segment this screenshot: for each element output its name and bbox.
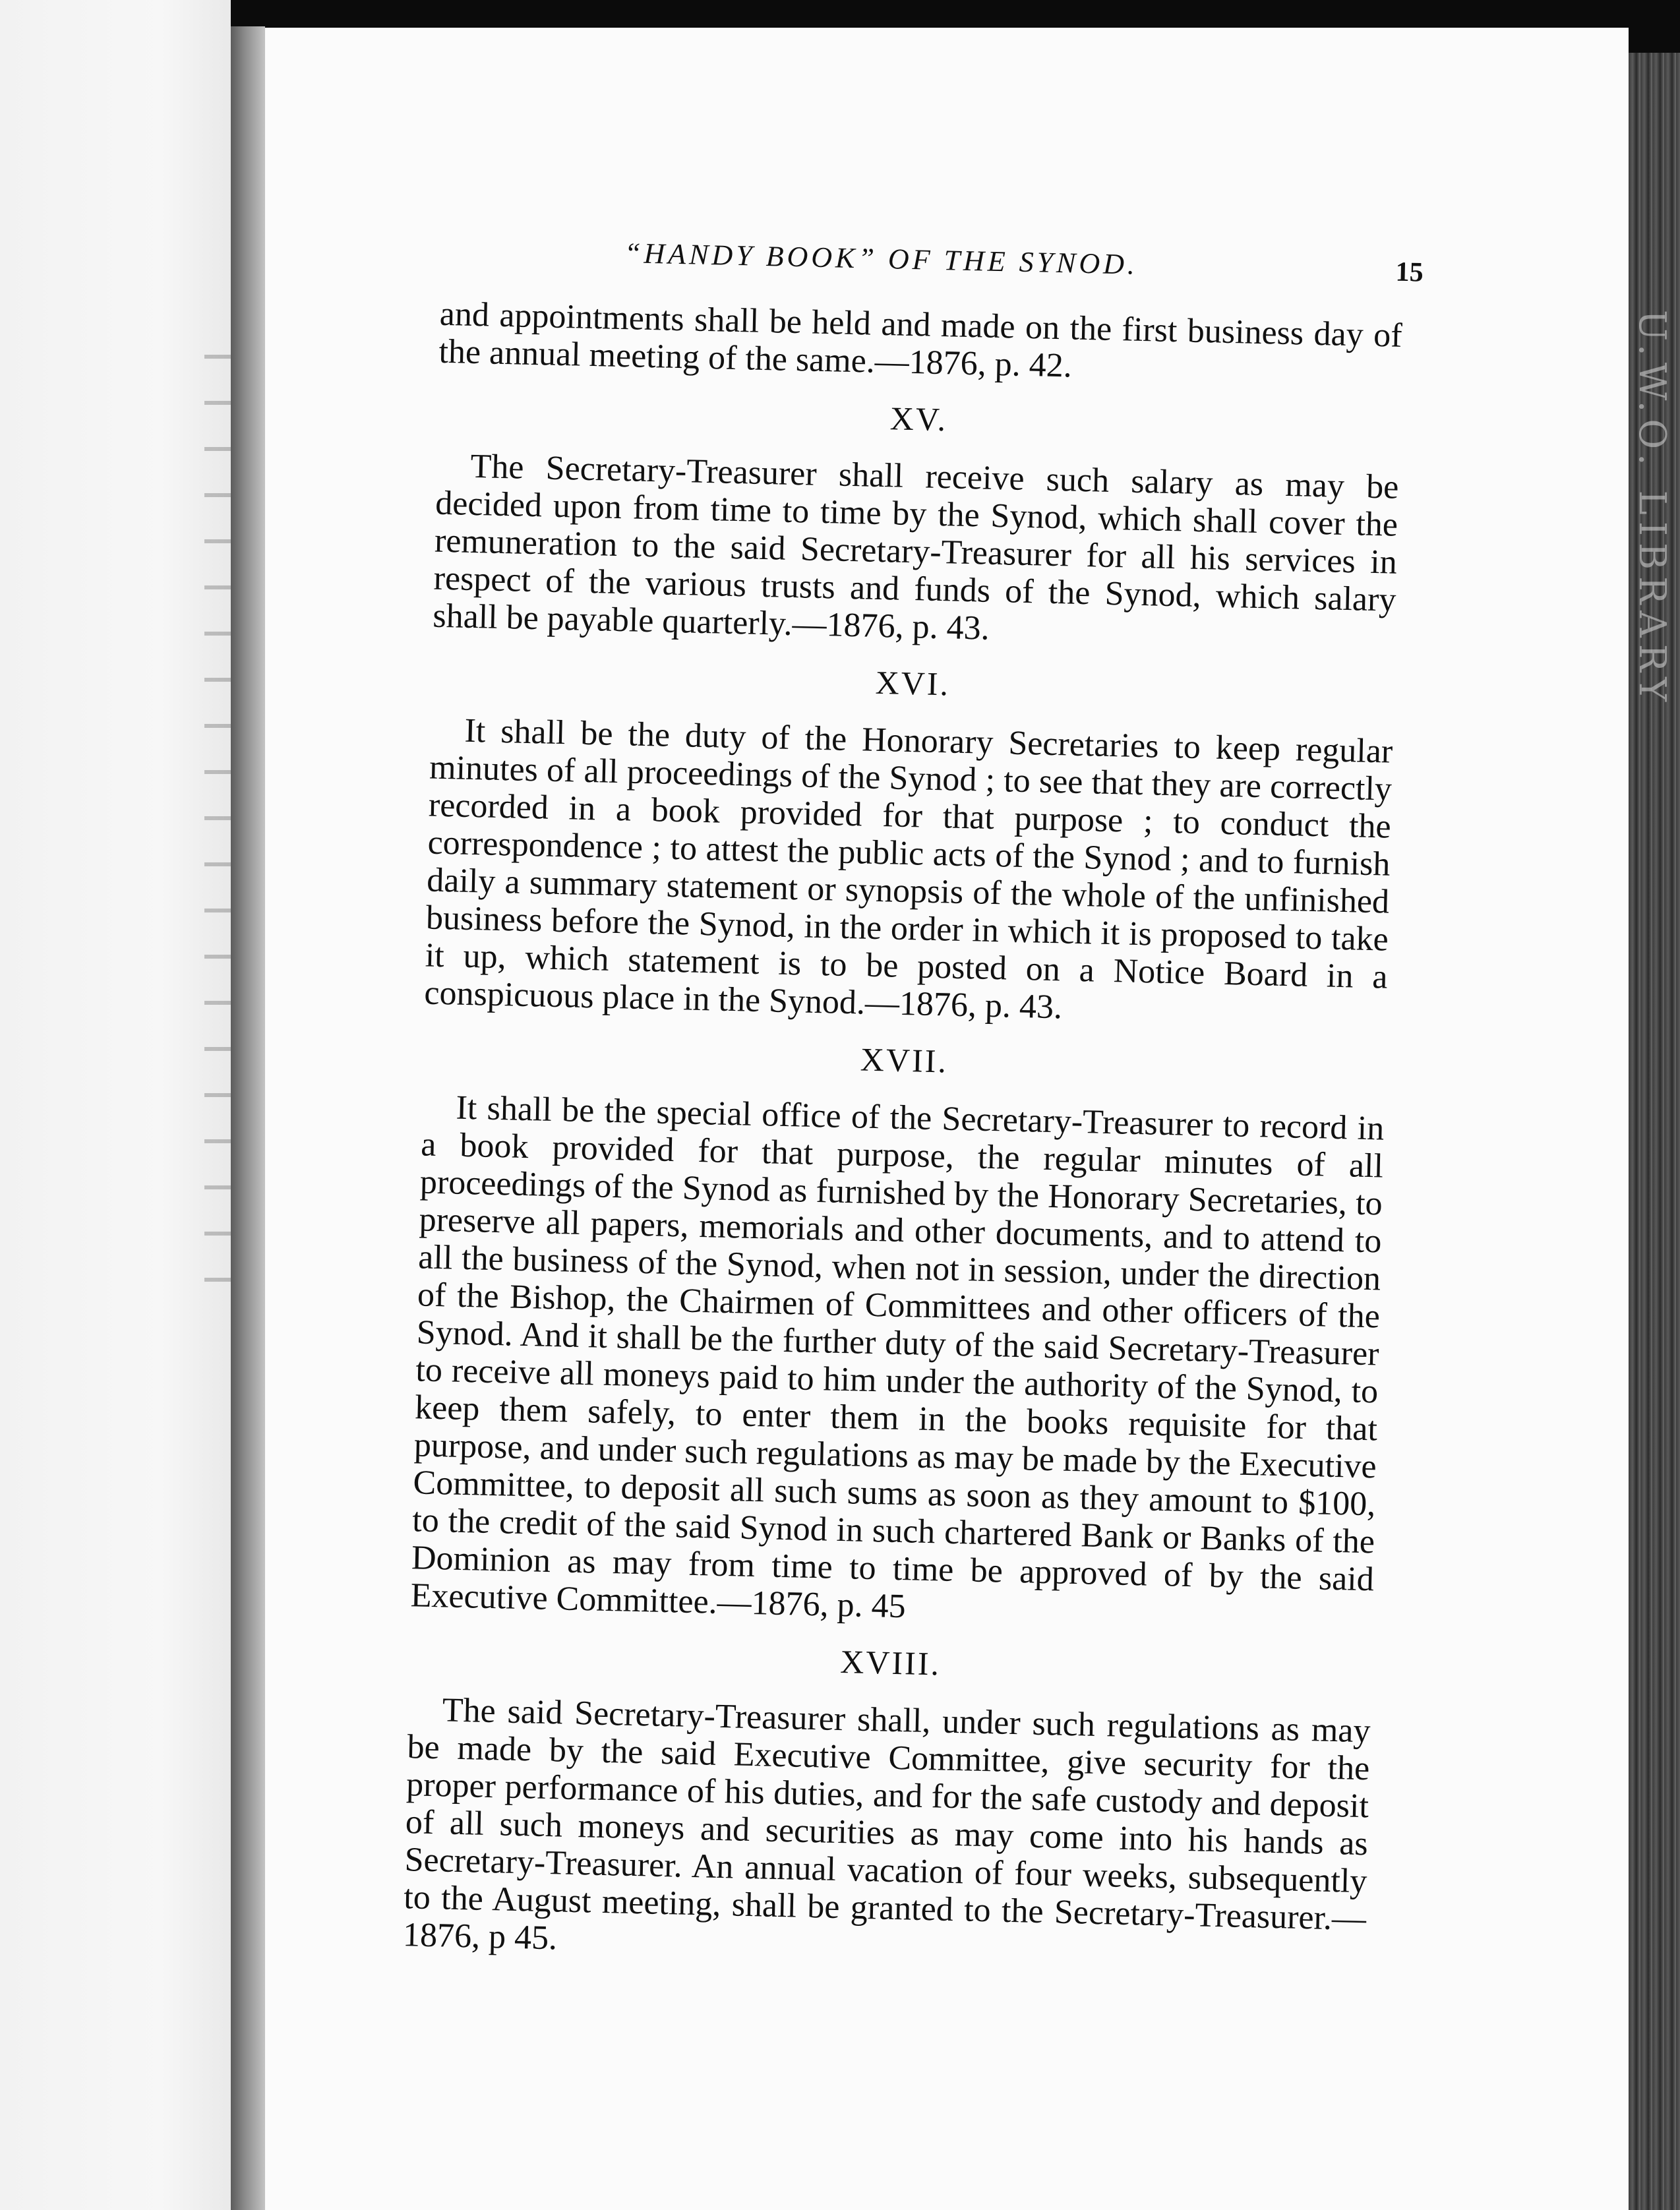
facing-page-text-fragments: [204, 330, 231, 1319]
section-text-xv: The Secretary-Treasurer shall receive such salary as may be decided upon from time to time by the Synod, which shall cover the remuneration to the said Secretary-Treasurer for all his services in respect of the various trusts and funds of the Synod, which salary shall be payable quarterly.—1876, p. 43.: [432, 447, 1399, 647]
page-content: [402, 227, 1424, 1975]
book-gutter: [231, 26, 265, 2210]
section-heading-xvii: XVII.: [860, 1040, 949, 1080]
running-head-title: “HANDY BOOK” OF THE SYNOD.: [624, 237, 1139, 281]
section-heading-xviii: XVIII.: [839, 1643, 942, 1683]
facing-page-edge: [0, 0, 231, 2210]
section-heading-xvi: XVI.: [875, 663, 951, 703]
section-text-xviii: The said Secretary-Treasurer shall, under such regulations as may be made by the said Executive Committee, give security for the proper performance of his duties, and for the safe custody and deposit of all such moneys and securities as may come into his hands as Secretary-Treasurer. An annual vacation of four weeks, subsequently to the August meeting, shall be granted to the Secretary-Treasurer.—1876, p 45.: [402, 1691, 1371, 1957]
continued-paragraph: and appointments shall be held and made on the first business day of the annual meeting of the same.—1876, p. 42.: [438, 295, 1403, 385]
section-text-xvii: It shall be the special office of the Secretary-Treasurer to record in a book provided for that purpose, the regular minutes of all proceedings of the Synod as furnished by the Honorary Secretaries, to preserve all papers, memorials and other documents, and to attend to all the business of the Synod, when not in session, under the direction of the Bishop, the Chairmen of Committees and other officers of the Synod. And it shall be the further duty of the said Secretary-Treasurer to receive all moneys paid to him under the authority of the Synod, to keep them safely, to enter them in the books requisite for that purpose, and under such regulations as may be made by the Executive Committee, to deposit all such sums as soon as they amount to $100, to the credit of the said Synod in such chartered Bank or Banks of the Dominion as may from time to time be approved of by the said Executive Committee.—1876, p. 45: [410, 1089, 1385, 1626]
section-heading-xv: XV.: [889, 400, 948, 438]
page-number: 15: [1395, 256, 1424, 288]
section-text-xvi: It shall be the duty of the Honorary Secretaries to keep regular minutes of all proceedings of the Synod ; to see that they are correctly recorded in a book provided for that purpose ; to conduct the correspondence ; to attest the public acts of the Synod ; and to furnish daily a summary statement or synopsis of the whole of the unfinished business before the Synod, in the order in which it is proposed to take it up, which statement is to be posted on a Notice Board in a conspicuous place in the Synod.—1876, p. 43.: [423, 711, 1393, 1027]
library-stamp: U.W.O. LIBRARY: [1631, 310, 1673, 709]
